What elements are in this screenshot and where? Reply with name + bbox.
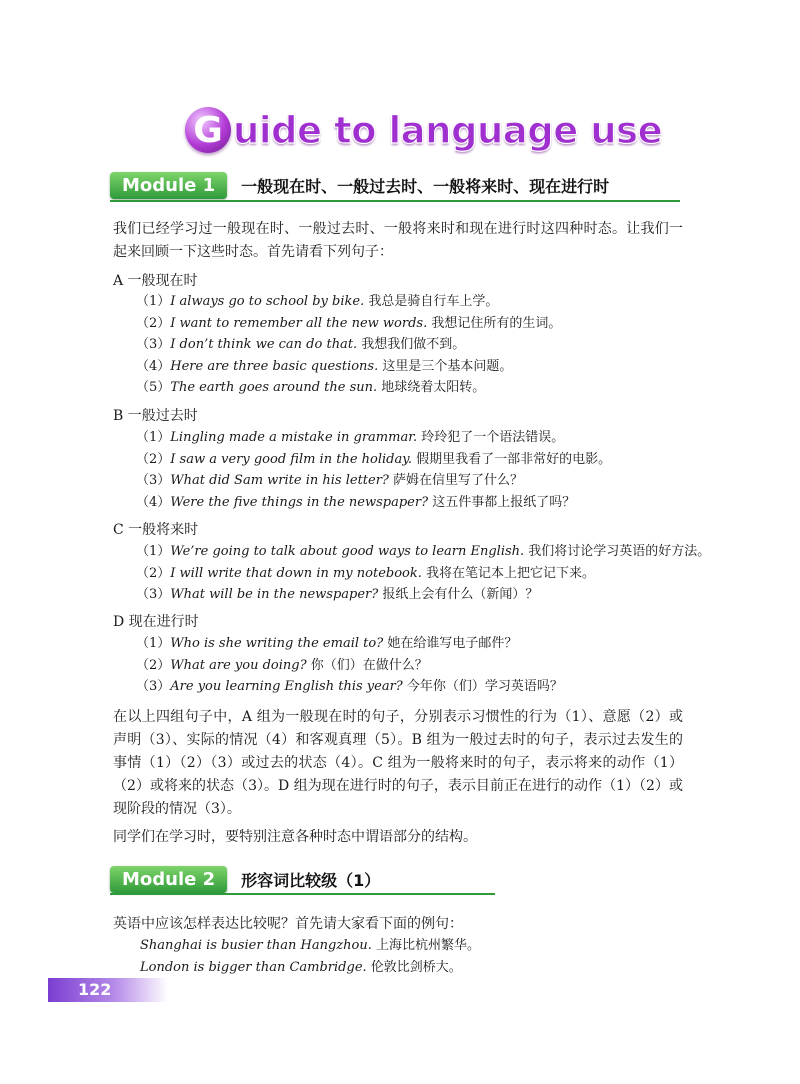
example-line: （3）I don’t think we can do that. 我想我们做不到。	[136, 337, 466, 352]
page-number: 122	[78, 980, 112, 999]
module2-examples	[140, 935, 480, 978]
example-line: London is bigger than Cambridge. 伦敦比剑桥大。	[140, 959, 462, 975]
example-line: （1）Who is she writing the email to? 她在给谁写电子邮件？	[136, 636, 518, 651]
module1-heading: 一般现在时、一般过去时、一般将来时、现在进行时	[241, 177, 610, 196]
example-line: （5）The earth goes around the sun. 地球绕着太阳转。	[136, 380, 486, 395]
example-line: （2）I will write that down in my notebook. 我将在笔记本上把它记下来。	[136, 565, 596, 581]
section-c-examples	[136, 541, 710, 606]
module1-underline	[110, 200, 680, 202]
example-line: （2）I want to remember all the new words. 我想记住所有的生词。	[136, 315, 562, 331]
module2-underline	[110, 893, 495, 895]
example-line: （4）Were the five things in the newspaper? 这五件事都上报纸了吗？	[136, 494, 576, 510]
title-text: uide to language use	[233, 108, 663, 152]
section-d-label: D 现在进行时	[113, 614, 199, 630]
page-title	[185, 100, 662, 160]
section-b-examples	[136, 427, 611, 513]
title-g-logo: G	[185, 107, 231, 153]
section-a-examples	[136, 291, 561, 399]
module2-badge: Module 2	[110, 866, 227, 893]
example-line: （4）Here are three basic questions. 这里是三个基本问题。	[136, 358, 513, 374]
example-line: （2）I saw a very good film in the holiday. 假期里我看了一部非常好的电影。	[136, 451, 612, 467]
module1-note: 同学们在学习时，要特别注意各种时态中谓语部分的结构。	[113, 829, 477, 845]
module1-summary: 在以上四组句子中，A 组为一般现在时的句子，分别表示习惯性的行为（1）、意愿（2）或声明（3）、实际的情况（4）和客观真理（5）。B 组为一般过去时的句子，表示过去发生的事情（1）（2）（3）或过去的状态（4）。C 组为一般将来时的句子，表示将来的动作（1）（2）或将来的状态（3）。D 组为现在进行时的句子，表示目前正在进行的动作（1）（2）或现阶段的情况（3）。	[113, 709, 683, 817]
section-b-label: B 一般过去时	[113, 408, 198, 424]
module1-intro: 我们已经学习过一般现在时、一般过去时、一般将来时和现在进行时这四种时态。让我们一起来回顾一下这些时态。首先请看下列句子：	[113, 221, 683, 260]
example-line: （2）What are you doing? 你（们）在做什么？	[136, 657, 428, 673]
page-number-bar	[48, 978, 168, 1002]
module2-header	[110, 866, 380, 893]
example-line: （3）Are you learning English this year? 今年你（们）学习英语吗？	[136, 679, 563, 694]
example-line: （3）What will be in the newspaper? 报纸上会有什么（新闻）？	[136, 587, 539, 602]
example-line: （3）What did Sam write in his letter? 萨姆在信里写了什么？	[136, 473, 524, 488]
example-line: （1）Lingling made a mistake in grammar. 玲玲犯了一个语法错误。	[136, 430, 565, 445]
section-a-label: A 一般现在时	[113, 273, 198, 289]
module1-badge: Module 1	[110, 172, 227, 199]
example-line: （1）I always go to school by bike. 我总是骑自行车上学。	[136, 294, 499, 309]
module2-intro: 英语中应该怎样表达比较呢？首先请大家看下面的例句：	[113, 916, 463, 932]
module1-header	[110, 172, 609, 199]
example-line: Shanghai is busier than Hangzhou. 上海比杭州繁华。	[140, 938, 480, 953]
section-d-examples	[136, 633, 563, 698]
module2-heading: 形容词比较级（1）	[241, 871, 381, 890]
section-c-label: C 一般将来时	[113, 522, 199, 538]
example-line: （1）We’re going to talk about good ways to learn English. 我们将讨论学习英语的好方法。	[136, 544, 711, 559]
